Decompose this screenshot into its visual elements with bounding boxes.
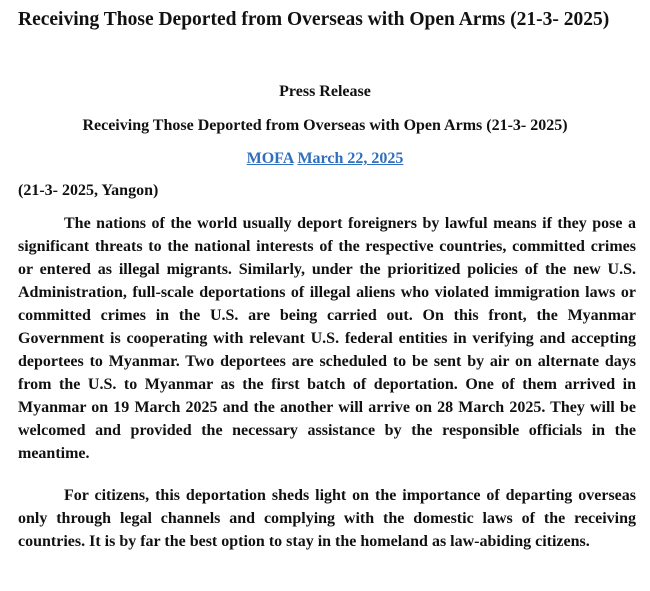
dateline: (21-3- 2025, Yangon) bbox=[18, 182, 159, 199]
body-paragraph-2: For citizens, this deportation sheds light on the importance of departing overseas only through legal channels and complying with the domestic laws of the receiving countries. It is by far the best option to stay in the homeland as law-abiding citizens. bbox=[18, 487, 636, 550]
release-subtitle: Receiving Those Deported from Overseas with Open Arms (21-3- 2025) bbox=[82, 117, 568, 134]
body-paragraph-1: The nations of the world usually deport foreigners by lawful means if they pose a significant threats to the national interests of the respective countries, committed crimes or entered as illegal migrants. Similarly, under the prioritized policies of the new U.S. Administration, full-scale deportations of illegal aliens who violated immigration laws or committed crimes in the U.S. are being carried out. On this front, the Myanmar Government is cooperating with relevant U.S. federal entities in verifying and accepting deportees to Myanmar. Two deportees are scheduled to be sent by air on alternate days from the U.S. to Myanmar as the first batch of deportation. One of them arrived in Myanmar on 19 March 2025 and the another will arrive on 28 March 2025. They will be welcomed and provided the necessary assistance by the responsible officials in the meantime. bbox=[18, 215, 636, 462]
source-link[interactable]: MOFA bbox=[246, 150, 294, 167]
byline bbox=[0, 149, 650, 169]
date-link[interactable]: March 22, 2025 bbox=[297, 150, 404, 167]
press-release-label: Press Release bbox=[279, 83, 371, 100]
page-title: Receiving Those Deported from Overseas with Open Arms (21-3- 2025) bbox=[18, 9, 610, 30]
